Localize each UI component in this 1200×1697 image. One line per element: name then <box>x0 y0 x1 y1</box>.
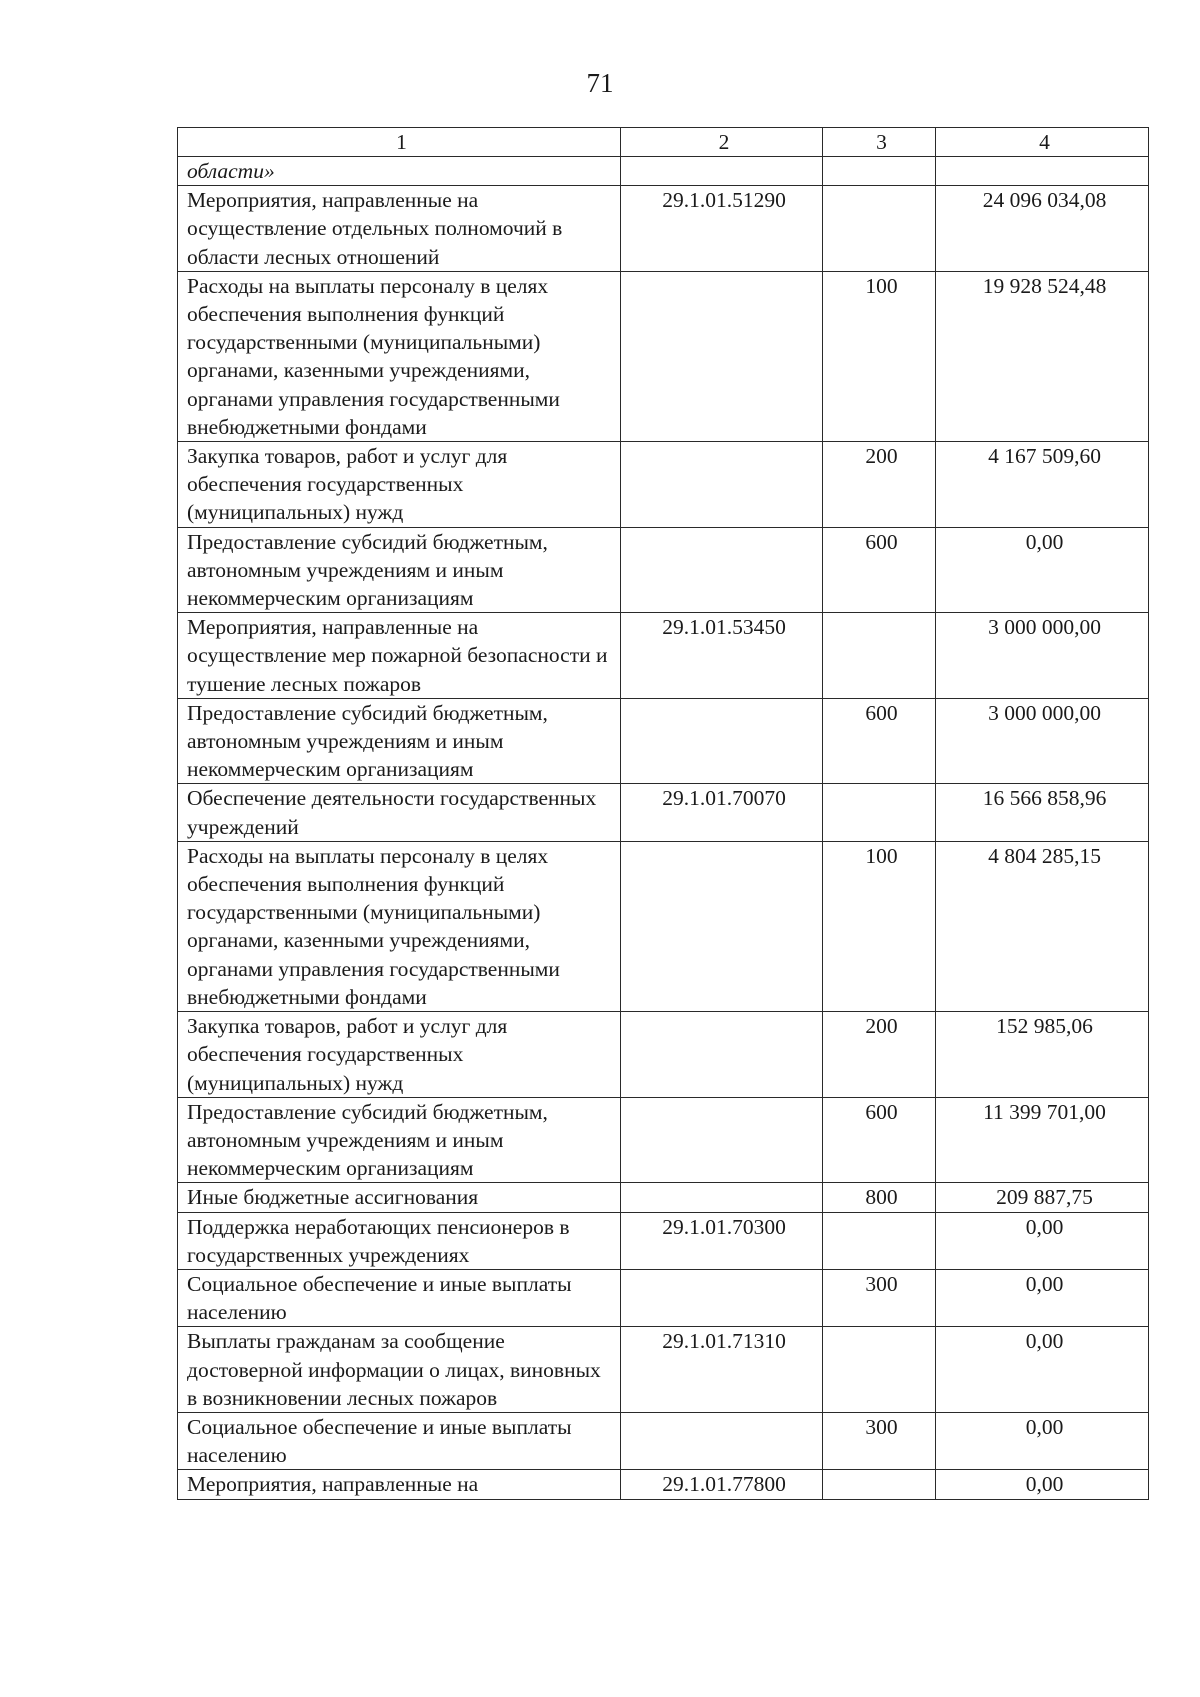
row-amount-cell: 0,00 <box>936 1470 1149 1499</box>
row-kvr-cell <box>823 157 936 186</box>
row-code-cell: 29.1.01.51290 <box>621 186 823 272</box>
budget-table <box>177 127 1149 1500</box>
row-code-cell <box>621 698 823 784</box>
row-code-cell: 29.1.01.77800 <box>621 1470 823 1499</box>
row-kvr-cell: 600 <box>823 698 936 784</box>
row-code-cell <box>621 841 823 1011</box>
row-code-cell: 29.1.01.70300 <box>621 1212 823 1269</box>
row-kvr-cell: 300 <box>823 1269 936 1326</box>
row-kvr-cell: 800 <box>823 1183 936 1212</box>
row-kvr-cell <box>823 1327 936 1413</box>
row-name-cell: Предоставление субсидий бюджетным, автономным учреждениям и иным некоммерческим организациям <box>178 527 621 613</box>
row-amount-cell: 4 804 285,15 <box>936 841 1149 1011</box>
table-row <box>178 1412 1149 1469</box>
row-name-cell: Закупка товаров, работ и услуг для обеспечения государственных (муниципальных) нужд <box>178 442 621 528</box>
table-row <box>178 698 1149 784</box>
row-amount-cell: 152 985,06 <box>936 1012 1149 1098</box>
row-code-cell: 29.1.01.53450 <box>621 613 823 699</box>
row-name-cell: Выплаты гражданам за сообщение достоверной информации о лицах, виновных в возникновении лесных пожаров <box>178 1327 621 1413</box>
row-amount-cell: 3 000 000,00 <box>936 613 1149 699</box>
row-code-cell <box>621 1183 823 1212</box>
row-kvr-cell <box>823 784 936 841</box>
table-row <box>178 784 1149 841</box>
row-amount-cell: 209 887,75 <box>936 1183 1149 1212</box>
table-row <box>178 613 1149 699</box>
row-name-cell: Мероприятия, направленные на <box>178 1470 621 1499</box>
table-row <box>178 271 1149 441</box>
row-code-cell <box>621 271 823 441</box>
table-row <box>178 841 1149 1011</box>
row-kvr-cell: 100 <box>823 271 936 441</box>
row-name-cell: Предоставление субсидий бюджетным, автономным учреждениям и иным некоммерческим организациям <box>178 698 621 784</box>
row-name-cell: области» <box>178 157 621 186</box>
row-amount-cell: 11 399 701,00 <box>936 1097 1149 1183</box>
row-kvr-cell: 600 <box>823 1097 936 1183</box>
row-name-cell: Расходы на выплаты персоналу в целях обеспечения выполнения функций государственными (муниципальными) органами, казенными учреждениями, органами управления государственными внебюджетными фондами <box>178 841 621 1011</box>
row-amount-cell: 24 096 034,08 <box>936 186 1149 272</box>
row-kvr-cell <box>823 613 936 699</box>
row-code-cell <box>621 1012 823 1098</box>
header-cell-2: 2 <box>621 128 823 157</box>
row-amount-cell: 0,00 <box>936 1412 1149 1469</box>
row-code-cell <box>621 527 823 613</box>
row-name-cell: Предоставление субсидий бюджетным, автономным учреждениям и иным некоммерческим организациям <box>178 1097 621 1183</box>
row-amount-cell <box>936 157 1149 186</box>
row-kvr-cell <box>823 1470 936 1499</box>
row-code-cell: 29.1.01.71310 <box>621 1327 823 1413</box>
table-row <box>178 186 1149 272</box>
row-name-cell: Обеспечение деятельности государственных учреждений <box>178 784 621 841</box>
row-kvr-cell: 600 <box>823 527 936 613</box>
header-row <box>178 128 1149 157</box>
row-name-cell: Социальное обеспечение и иные выплаты населению <box>178 1269 621 1326</box>
row-code-cell <box>621 1269 823 1326</box>
row-name-cell: Иные бюджетные ассигнования <box>178 1183 621 1212</box>
row-name-cell: Мероприятия, направленные на осуществление мер пожарной безопасности и тушение лесных пожаров <box>178 613 621 699</box>
table-row <box>178 442 1149 528</box>
row-amount-cell: 0,00 <box>936 1212 1149 1269</box>
row-name-cell: Социальное обеспечение и иные выплаты населению <box>178 1412 621 1469</box>
header-cell-4: 4 <box>936 128 1149 157</box>
table-row <box>178 1470 1149 1499</box>
row-amount-cell: 19 928 524,48 <box>936 271 1149 441</box>
row-code-cell <box>621 442 823 528</box>
row-code-cell <box>621 157 823 186</box>
table-row <box>178 1269 1149 1326</box>
row-name-cell: Расходы на выплаты персоналу в целях обеспечения выполнения функций государственными (муниципальными) органами, казенными учреждениями, органами управления государственными внебюджетными фондами <box>178 271 621 441</box>
row-kvr-cell <box>823 1212 936 1269</box>
table-row <box>178 527 1149 613</box>
row-code-cell: 29.1.01.70070 <box>621 784 823 841</box>
table-row <box>178 157 1149 186</box>
table-header <box>178 128 1149 157</box>
row-kvr-cell: 100 <box>823 841 936 1011</box>
row-amount-cell: 0,00 <box>936 1269 1149 1326</box>
table-row <box>178 1097 1149 1183</box>
row-amount-cell: 0,00 <box>936 527 1149 613</box>
table-row <box>178 1183 1149 1212</box>
header-cell-1: 1 <box>178 128 621 157</box>
page-number: 71 <box>586 68 614 98</box>
table-row <box>178 1012 1149 1098</box>
row-kvr-cell: 200 <box>823 1012 936 1098</box>
row-name-cell: Поддержка неработающих пенсионеров в государственных учреждениях <box>178 1212 621 1269</box>
header-cell-3: 3 <box>823 128 936 157</box>
row-name-cell: Мероприятия, направленные на осуществление отдельных полномочий в области лесных отношений <box>178 186 621 272</box>
table-body <box>178 157 1149 1500</box>
row-kvr-cell: 300 <box>823 1412 936 1469</box>
table-row <box>178 1327 1149 1413</box>
row-amount-cell: 3 000 000,00 <box>936 698 1149 784</box>
row-code-cell <box>621 1097 823 1183</box>
row-amount-cell: 0,00 <box>936 1327 1149 1413</box>
row-kvr-cell <box>823 186 936 272</box>
row-code-cell <box>621 1412 823 1469</box>
row-name-cell: Закупка товаров, работ и услуг для обеспечения государственных (муниципальных) нужд <box>178 1012 621 1098</box>
row-amount-cell: 16 566 858,96 <box>936 784 1149 841</box>
row-amount-cell: 4 167 509,60 <box>936 442 1149 528</box>
row-kvr-cell: 200 <box>823 442 936 528</box>
table-row <box>178 1212 1149 1269</box>
